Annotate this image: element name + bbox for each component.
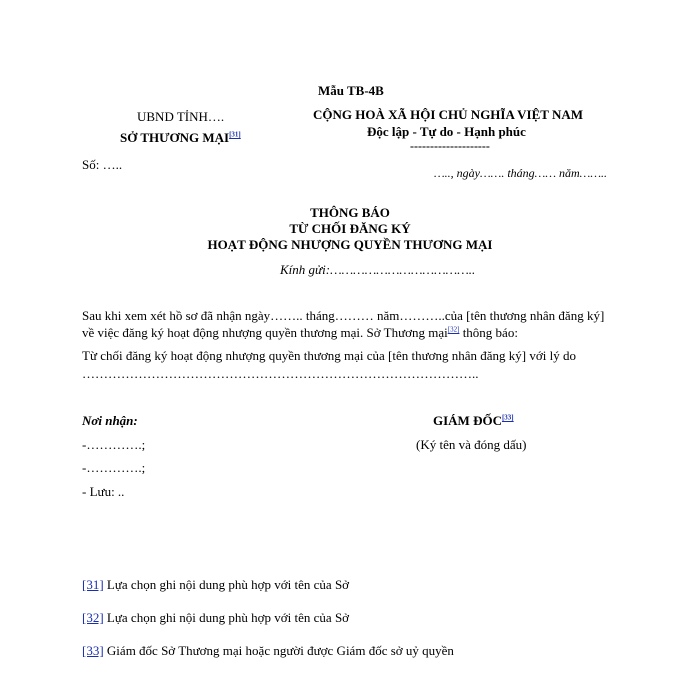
notice-title: THÔNG BÁO [310,205,390,220]
footnote-ref-32[interactable]: [32] [447,325,460,334]
department-name [120,130,241,146]
footnote-ref-33[interactable]: [33] [501,413,514,422]
signature-title [433,413,514,429]
country-title: CỘNG HOÀ XÃ HỘI CHỦ NGHĨA VIỆT NAM [313,107,584,122]
body-paragraph-2-line-2: ……………………………………………………………………………….. [82,366,479,381]
motto: Độc lập - Tự do - Hạnh phúc [367,124,526,139]
header-divider: -------------------- [410,139,490,153]
form-code: Mẫu TB-4B [318,83,384,98]
footnote-text: Lựa chọn ghi nội dung phù hợp với tên của Sở [103,577,350,592]
notice-subtitle: TỪ CHỐI ĐĂNG KÝ [289,221,411,236]
body-text: về việc đăng ký hoạt động nhượng quyền thương mại. Sở Thương mại [82,325,448,340]
footnote-ref-31[interactable]: [31] [229,130,241,139]
footnote-link-32[interactable]: [32] [82,610,104,625]
footnote-33 [82,643,454,659]
footnote-text: Lựa chọn ghi nội dung phù hợp với tên của Sở [103,610,350,625]
footnote-link-33[interactable]: [33] [82,643,104,658]
date-line: ….., ngày……. tháng…… năm…….. [434,166,608,180]
recipients-label: Nơi nhận: [82,413,138,428]
footnote-31 [82,577,349,593]
archive-item: - Lưu: .. [82,484,125,499]
recipient-line: Kính gửi:……………………………….. [280,262,476,277]
document-number: Số: ….. [82,157,123,172]
body-paragraph-1-line-1: Sau khi xem xét hồ sơ đã nhận ngày…….. tháng……… năm………..của [tên thương nhân đăng ký] [82,308,605,323]
department-label: SỞ THƯƠNG MẠI [120,130,230,145]
body-paragraph-1-line-2 [82,325,518,341]
signature-note: (Ký tên và đóng dấu) [416,437,527,452]
footnote-link-31[interactable]: [31] [82,577,104,592]
body-paragraph-2-line-1: Từ chối đăng ký hoạt động nhượng quyền thương mại của [tên thương nhân đăng ký] với lý do [82,348,576,363]
recipient-item: -………….; [82,437,146,452]
body-text-end: thông báo: [459,325,518,340]
notice-subject: HOẠT ĐỘNG NHƯỢNG QUYỀN THƯƠNG MẠI [207,237,493,252]
signature-label: GIÁM ĐỐC [433,413,502,428]
footnote-text: Giám đốc Sở Thương mại hoặc người được Giám đốc sở uỷ quyền [103,643,454,658]
recipient-item: -………….; [82,460,146,475]
province-committee: UBND TỈNH…. [137,109,225,124]
footnote-32 [82,610,349,626]
